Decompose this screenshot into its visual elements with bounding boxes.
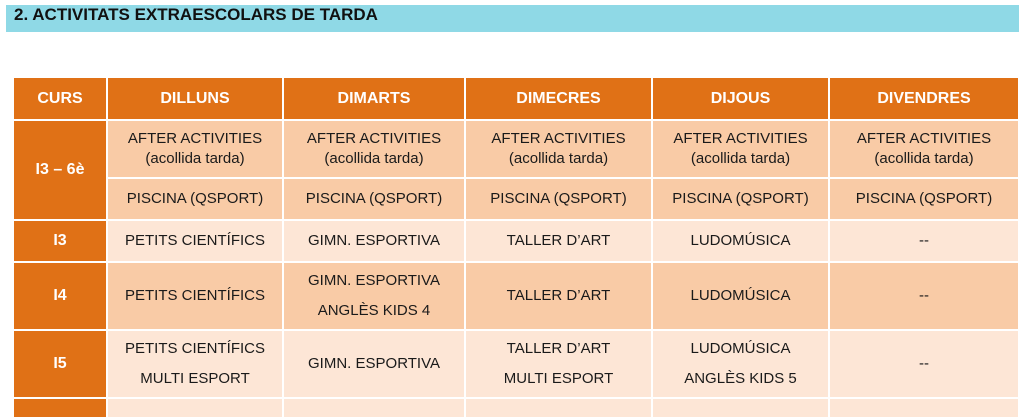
activity-cell: -- <box>829 330 1019 398</box>
header-divendres: DIVENDRES <box>829 77 1019 120</box>
section-title: 2. ACTIVITATS EXTRAESCOLARS DE TARDA <box>14 5 378 24</box>
piscina-cell: PISCINA (QSPORT) <box>283 178 465 220</box>
curs-cell: I4 <box>13 262 107 330</box>
activity-cell: LUDOMÚSICA <box>652 220 829 262</box>
table-row <box>13 120 1019 178</box>
after-activities-cell: AFTER ACTIVITIES (acollida tarda) <box>107 120 283 178</box>
table-row <box>13 330 1019 398</box>
header-dimarts: DIMARTS <box>283 77 465 120</box>
activities-table <box>12 76 1020 419</box>
header-row <box>13 77 1019 120</box>
piscina-cell: PISCINA (QSPORT) <box>652 178 829 220</box>
activity-cell: TALLER D’ART MULTI ESPORT <box>465 330 652 398</box>
table-row-partial <box>13 398 1019 418</box>
piscina-cell: PISCINA (QSPORT) <box>829 178 1019 220</box>
activity-cell: GIMN. ESPORTIVA ANGLÈS KIDS 4 <box>283 262 465 330</box>
activity-cell: -- <box>829 220 1019 262</box>
curs-cell: I3 – 6è <box>13 120 107 220</box>
after-activities-cell: AFTER ACTIVITIES (acollida tarda) <box>652 120 829 178</box>
activity-cell: LUDOMÚSICA ANGLÈS KIDS 5 <box>652 330 829 398</box>
piscina-cell: PISCINA (QSPORT) <box>465 178 652 220</box>
header-dilluns: DILLUNS <box>107 77 283 120</box>
activity-cell: TALLER D’ART <box>465 220 652 262</box>
activity-cell: GIMN. ESPORTIVA <box>283 330 465 398</box>
after-activities-cell: AFTER ACTIVITIES (acollida tarda) <box>465 120 652 178</box>
activity-cell: PETITS CIENTÍFICS MULTI ESPORT <box>107 330 283 398</box>
activity-cell: -- <box>829 262 1019 330</box>
activity-cell: PETITS CIENTÍFICS <box>107 220 283 262</box>
header-dijous: DIJOUS <box>652 77 829 120</box>
header-curs: CURS <box>13 77 107 120</box>
piscina-cell: PISCINA (QSPORT) <box>107 178 283 220</box>
activity-cell: LUDOMÚSICA <box>652 262 829 330</box>
activity-cell: GIMN. ESPORTIVA <box>283 220 465 262</box>
after-activities-cell: AFTER ACTIVITIES (acollida tarda) <box>283 120 465 178</box>
table-row <box>13 178 1019 220</box>
table-row <box>13 220 1019 262</box>
table-row <box>13 262 1019 330</box>
curs-cell: I5 <box>13 330 107 398</box>
curs-cell: I3 <box>13 220 107 262</box>
activity-cell: PETITS CIENTÍFICS <box>107 262 283 330</box>
activity-cell: TALLER D’ART <box>465 262 652 330</box>
header-dimecres: DIMECRES <box>465 77 652 120</box>
after-activities-cell: AFTER ACTIVITIES (acollida tarda) <box>829 120 1019 178</box>
